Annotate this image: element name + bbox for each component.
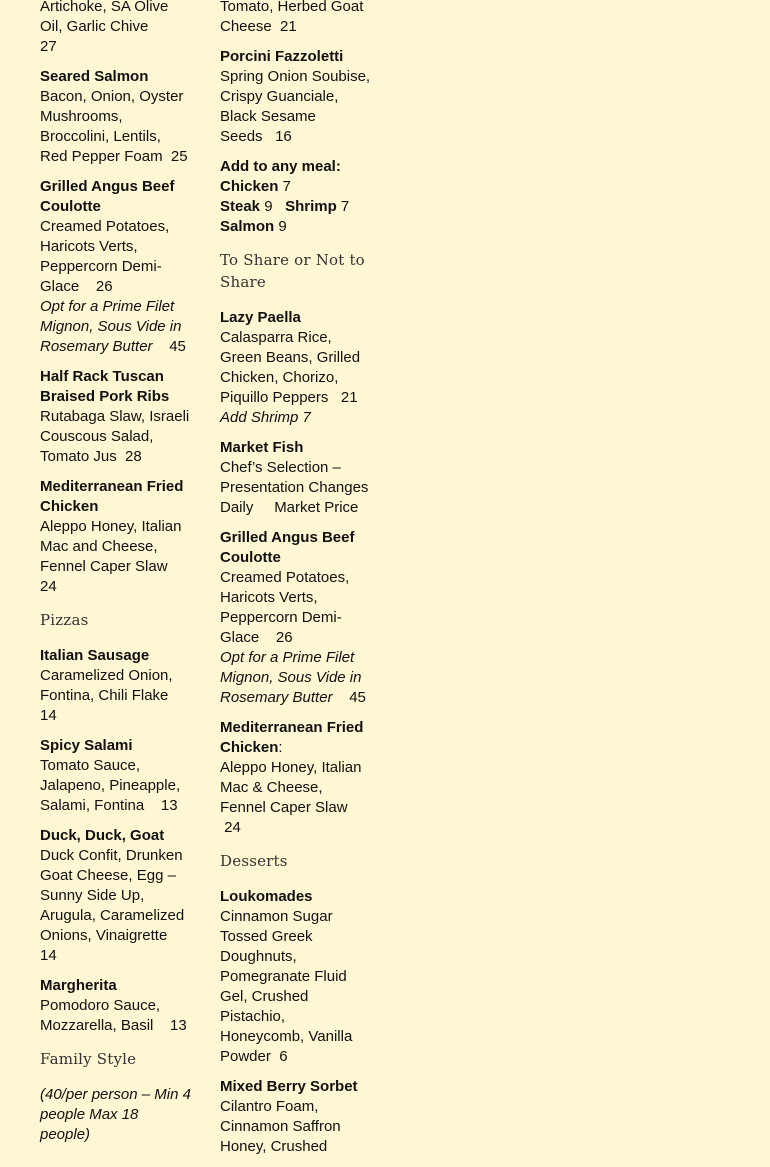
menu-item-seared-salmon (40, 67, 192, 167)
menu-column-left (40, 0, 192, 1155)
item-name: Mixed Berry Sorbet (220, 1078, 358, 1095)
item-description: Spring Onion Soubise, Crispy Guanciale, Black Sesame Seeds (220, 68, 371, 145)
add-on-salmon: Salmon (220, 218, 275, 235)
item-description: Bacon, Onion, Oyster Mushrooms, Broccolini, Lentils, Red Pepper Foam (40, 88, 184, 165)
item-price: 25 (170, 148, 188, 165)
menu-item-goat-cheese-fragment (220, 0, 372, 37)
item-price: 26 (95, 278, 113, 295)
item-name: Mediterranean Fried Chicken (220, 719, 364, 756)
item-price: 21 (340, 389, 358, 406)
menu-item-grilled-angus-beef (220, 528, 372, 708)
item-price: 14 (40, 707, 57, 724)
item-price: 24 (40, 578, 57, 595)
menu-item-porcini-fazzoletti (220, 47, 372, 147)
item-description: Pomodoro Sauce, Mozzarella, Basil (40, 997, 161, 1034)
item-price: 24 (224, 819, 241, 836)
add-on-salmon-price: 9 (278, 218, 287, 235)
item-add-shrimp-note: Add Shrimp 7 (220, 409, 311, 426)
item-description: Creamed Potatoes, Haricots Verts, Peppercorn Demi-Glace (220, 569, 350, 646)
item-description: Tomato, Herbed Goat Cheese (220, 0, 364, 35)
item-description: Artichoke, SA Olive Oil, Garlic Chive (40, 0, 169, 35)
menu-item-pork-ribs (40, 367, 192, 467)
item-price: 21 (280, 18, 297, 35)
menu-column-right (220, 0, 372, 1167)
item-price: 27 (40, 38, 57, 55)
menu-item-spicy-salami (40, 736, 192, 816)
item-price: 13 (170, 1017, 187, 1034)
item-description: Aleppo Honey, Italian Mac & Cheese, Fennel Caper Slaw (220, 759, 362, 816)
item-description: Calasparra Rice, Green Beans, Grilled Chicken, Chorizo, Piquillo Peppers (220, 329, 361, 406)
family-style-note: (40/per person – Min 4 people Max 18 people) (40, 1086, 191, 1143)
item-name: Loukomades (220, 888, 313, 905)
menu-item-lazy-paella (220, 308, 372, 428)
menu-item-artichoke-fragment (40, 0, 192, 57)
menu-item-duck-duck-goat (40, 826, 192, 966)
section-title-desserts: Desserts (220, 852, 288, 870)
item-name: Mediterranean Fried Chicken (40, 478, 184, 515)
item-name: Porcini Fazzoletti (220, 48, 344, 65)
menu-item-loukomades (220, 887, 372, 1067)
item-description: Chef’s Selection – Presentation Changes Daily (220, 459, 369, 516)
menu-item-market-fish (220, 438, 372, 518)
add-on-shrimp: Shrimp (285, 198, 337, 215)
item-name: Lazy Paella (220, 309, 301, 326)
menu-item-mixed-berry-sorbet (220, 1077, 372, 1157)
item-description: Creamed Potatoes, Haricots Verts, Peppercorn Demi-Glace (40, 218, 170, 295)
item-price: 6 (279, 1048, 288, 1065)
item-name: Spicy Salami (40, 737, 133, 754)
item-price: 14 (40, 947, 57, 964)
menu-item-margherita (40, 976, 192, 1036)
section-title-pizzas: Pizzas (40, 611, 89, 629)
menu-item-grilled-angus-beef (40, 177, 192, 357)
item-description: Tomato Sauce, Jalapeno, Pineapple, Salami, Fontina (40, 757, 181, 814)
add-on-title: Add to any meal: (220, 158, 341, 175)
add-on-chicken-price: 7 (282, 178, 291, 195)
item-description: Aleppo Honey, Italian Mac and Cheese, Fennel Caper Slaw (40, 518, 182, 575)
item-name: Duck, Duck, Goat (40, 827, 165, 844)
menu-item-fried-chicken (220, 718, 372, 838)
section-title-family-style: Family Style (40, 1050, 137, 1068)
add-on-steak: Steak (220, 198, 261, 215)
item-name-colon: : (278, 739, 283, 756)
item-upgrade-note: Opt for a Prime Filet Mignon, Sous Vide in Rosemary Butter (40, 298, 182, 355)
item-name: Half Rack Tuscan Braised Pork Ribs (40, 368, 170, 405)
section-title-to-share: To Share or Not to Share (220, 251, 365, 291)
item-name: Seared Salmon (40, 68, 149, 85)
add-on-options (220, 157, 372, 237)
item-upgrade-note: Opt for a Prime Filet Mignon, Sous Vide in Rosemary Butter (220, 649, 362, 706)
menu-item-fried-chicken (40, 477, 192, 597)
item-price: 28 (125, 448, 142, 465)
item-description: Duck Confit, Drunken Goat Cheese, Egg – Sunny Side Up, Arugula, Caramelized Onions, Vinaigrette (40, 847, 185, 944)
item-description: Cinnamon Sugar Tossed Greek Doughnuts, Pomegranate Fluid Gel, Crushed Pistachio, Honeycomb, Vanilla Powder (220, 908, 353, 1065)
menu-item-italian-sausage (40, 646, 192, 726)
item-price: 16 (275, 128, 292, 145)
item-name: Grilled Angus Beef Coulotte (220, 529, 355, 566)
add-on-steak-price: 9 (264, 198, 273, 215)
item-upgrade-price: 45 (349, 689, 366, 706)
item-price: Market Price (274, 499, 359, 516)
item-name: Grilled Angus Beef Coulotte (40, 178, 175, 215)
add-on-shrimp-price: 7 (340, 198, 350, 215)
item-name: Margherita (40, 977, 117, 994)
item-name: Italian Sausage (40, 647, 150, 664)
item-name: Market Fish (220, 439, 304, 456)
item-price: 13 (160, 797, 178, 814)
item-description: Caramelized Onion, Fontina, Chili Flake (40, 667, 173, 704)
item-description: Rutabaga Slaw, Israeli Couscous Salad, Tomato Jus (40, 408, 190, 465)
item-price: 26 (275, 629, 293, 646)
add-on-chicken: Chicken (220, 178, 279, 195)
item-description: Cilantro Foam, Cinnamon Saffron Honey, Crushed (220, 1098, 341, 1155)
item-upgrade-price: 45 (169, 338, 186, 355)
